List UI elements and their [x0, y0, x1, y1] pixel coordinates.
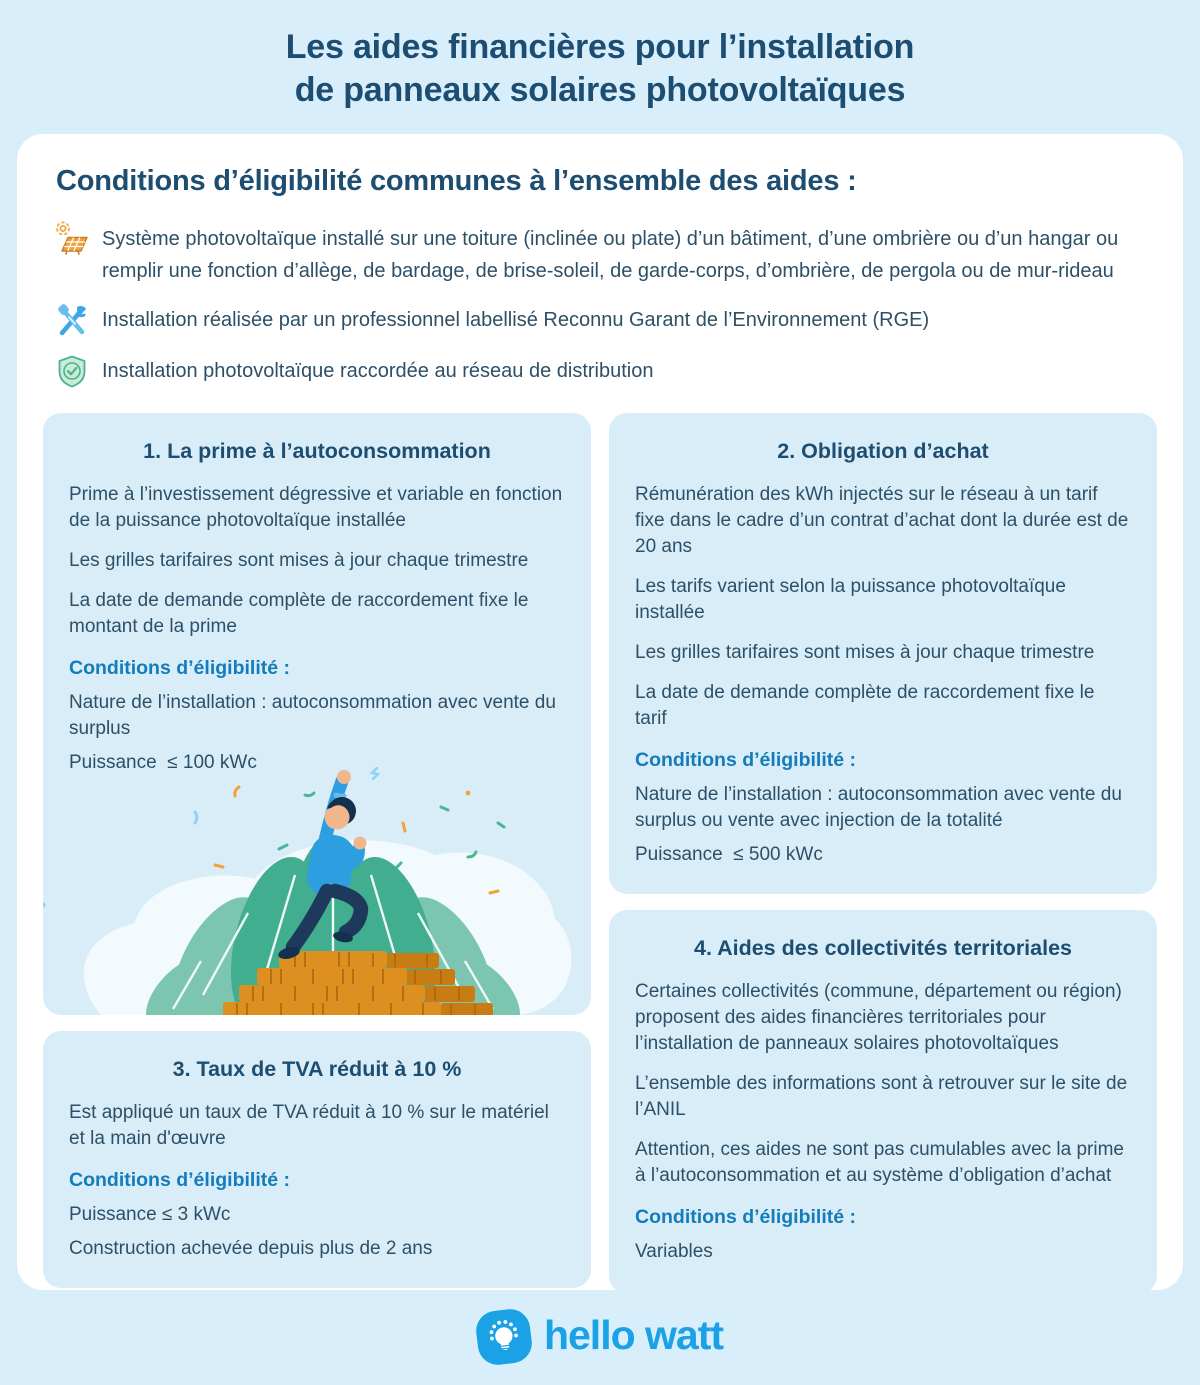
eligibility-list [54, 223, 1151, 389]
card-title: 4. Aides des collectivités territoriales [693, 936, 1072, 960]
card-paragraph: Certaines collectivités (commune, département ou région) proposent des aides financières territoriales pour l’installation de panneaux solaires photovoltaïques [635, 981, 1122, 1054]
card-paragraph: L’ensemble des informations sont à retrouver sur le site de l’ANIL [635, 1073, 1128, 1120]
eligibility-heading: Conditions d’éligibilité communes à l’ensemble des aides : [56, 165, 857, 197]
card-aides-collectivites [609, 910, 1157, 1294]
hello-watt-lightbulb-icon [474, 1307, 534, 1367]
card-obligation-achat [609, 413, 1157, 894]
content-panel [17, 134, 1183, 1290]
card-paragraph: Attention, ces aides ne sont pas cumulables avec la prime à l’autoconsommation et au système d’obligation d’achat [635, 1139, 1124, 1186]
card-paragraph: Prime à l’investissement dégressive et variable en fonction de la puissance photovoltaïque installée [69, 484, 563, 531]
aid-cards-grid [43, 413, 1157, 1294]
card-paragraph: Les grilles tarifaires sont mises à jour chaque trimestre [69, 550, 529, 571]
card-paragraph: Les grilles tarifaires sont mises à jour chaque trimestre [635, 642, 1095, 663]
card-title: 2. Obligation d’achat [777, 439, 989, 463]
condition-item: Nature de l’installation : autoconsommation avec vente du surplus [69, 692, 562, 739]
list-item [54, 355, 1151, 389]
list-item [54, 223, 1151, 287]
condition-item: Construction achevée depuis plus de 2 ans [69, 1238, 433, 1259]
shield-check-icon [54, 353, 90, 389]
solar-panel-icon [54, 221, 90, 257]
card-title: 3. Taux de TVA réduit à 10 % [172, 1057, 462, 1081]
condition-item: Variables [635, 1241, 713, 1262]
left-column [43, 413, 591, 1294]
card-tva-reduite [43, 1031, 591, 1288]
card-paragraph: La date de demande complète de raccordement fixe le montant de la prime [69, 590, 529, 637]
eligibility-item-text: Installation photovoltaïque raccordée au réseau de distribution [102, 360, 654, 382]
header [0, 0, 1200, 112]
condition-item: Puissance ≤ 3 kWc [69, 1204, 231, 1225]
card-paragraph: Les tarifs varient selon la puissance photovoltaïque installée [635, 576, 1066, 623]
eligibility-item-text: Installation réalisée par un professionnel labellisé Reconnu Garant de l’Environnement (RGE) [102, 309, 930, 331]
conditions-label: Conditions d’éligibilité : [635, 749, 856, 771]
condition-item: Nature de l’installation : autoconsommation avec vente du surplus ou vente avec injection de la totalité [635, 784, 1128, 831]
card-paragraph: Est appliqué un taux de TVA réduit à 10 % sur le matériel et la main d'œuvre [69, 1102, 549, 1149]
card-prime-autoconsommation [43, 413, 591, 1015]
page-title-line1: Les aides financières pour l’installation [285, 28, 915, 66]
hello-watt-wordmark: hello watt [543, 1311, 724, 1358]
conditions-label: Conditions d’éligibilité : [69, 657, 290, 679]
page-title-line2: de panneaux solaires photovoltaïques [294, 71, 906, 109]
condition-item: Puissance ≤ 100 kWc [69, 752, 257, 773]
footer [0, 1290, 1200, 1384]
card-paragraph: Rémunération des kWh injectés sur le réseau à un tarif fixe dans le cadre d’un contrat d’achat dont la durée est de 20 ans [635, 484, 1129, 557]
conditions-label: Conditions d’éligibilité : [69, 1169, 290, 1191]
tools-icon [54, 302, 90, 338]
eligibility-item-text: Système photovoltaïque installé sur une toiture (inclinée ou plate) d’un bâtiment, d’une ombrière ou d’un hangar ou remplir une fonction d’allège, de bardage, de brise-soleil, de garde-corps, d’ombrière, de pergola ou de mur-rideau [102, 228, 1119, 282]
card-title: 1. La prime à l’autoconsommation [143, 439, 491, 463]
card-paragraph: La date de demande complète de raccordement fixe le tarif [635, 682, 1095, 729]
list-item [54, 304, 1151, 338]
celebration-on-coins-illustration [43, 765, 591, 1015]
condition-item: Puissance ≤ 500 kWc [635, 844, 823, 865]
conditions-label: Conditions d’éligibilité : [635, 1206, 856, 1228]
right-column [609, 413, 1157, 1294]
